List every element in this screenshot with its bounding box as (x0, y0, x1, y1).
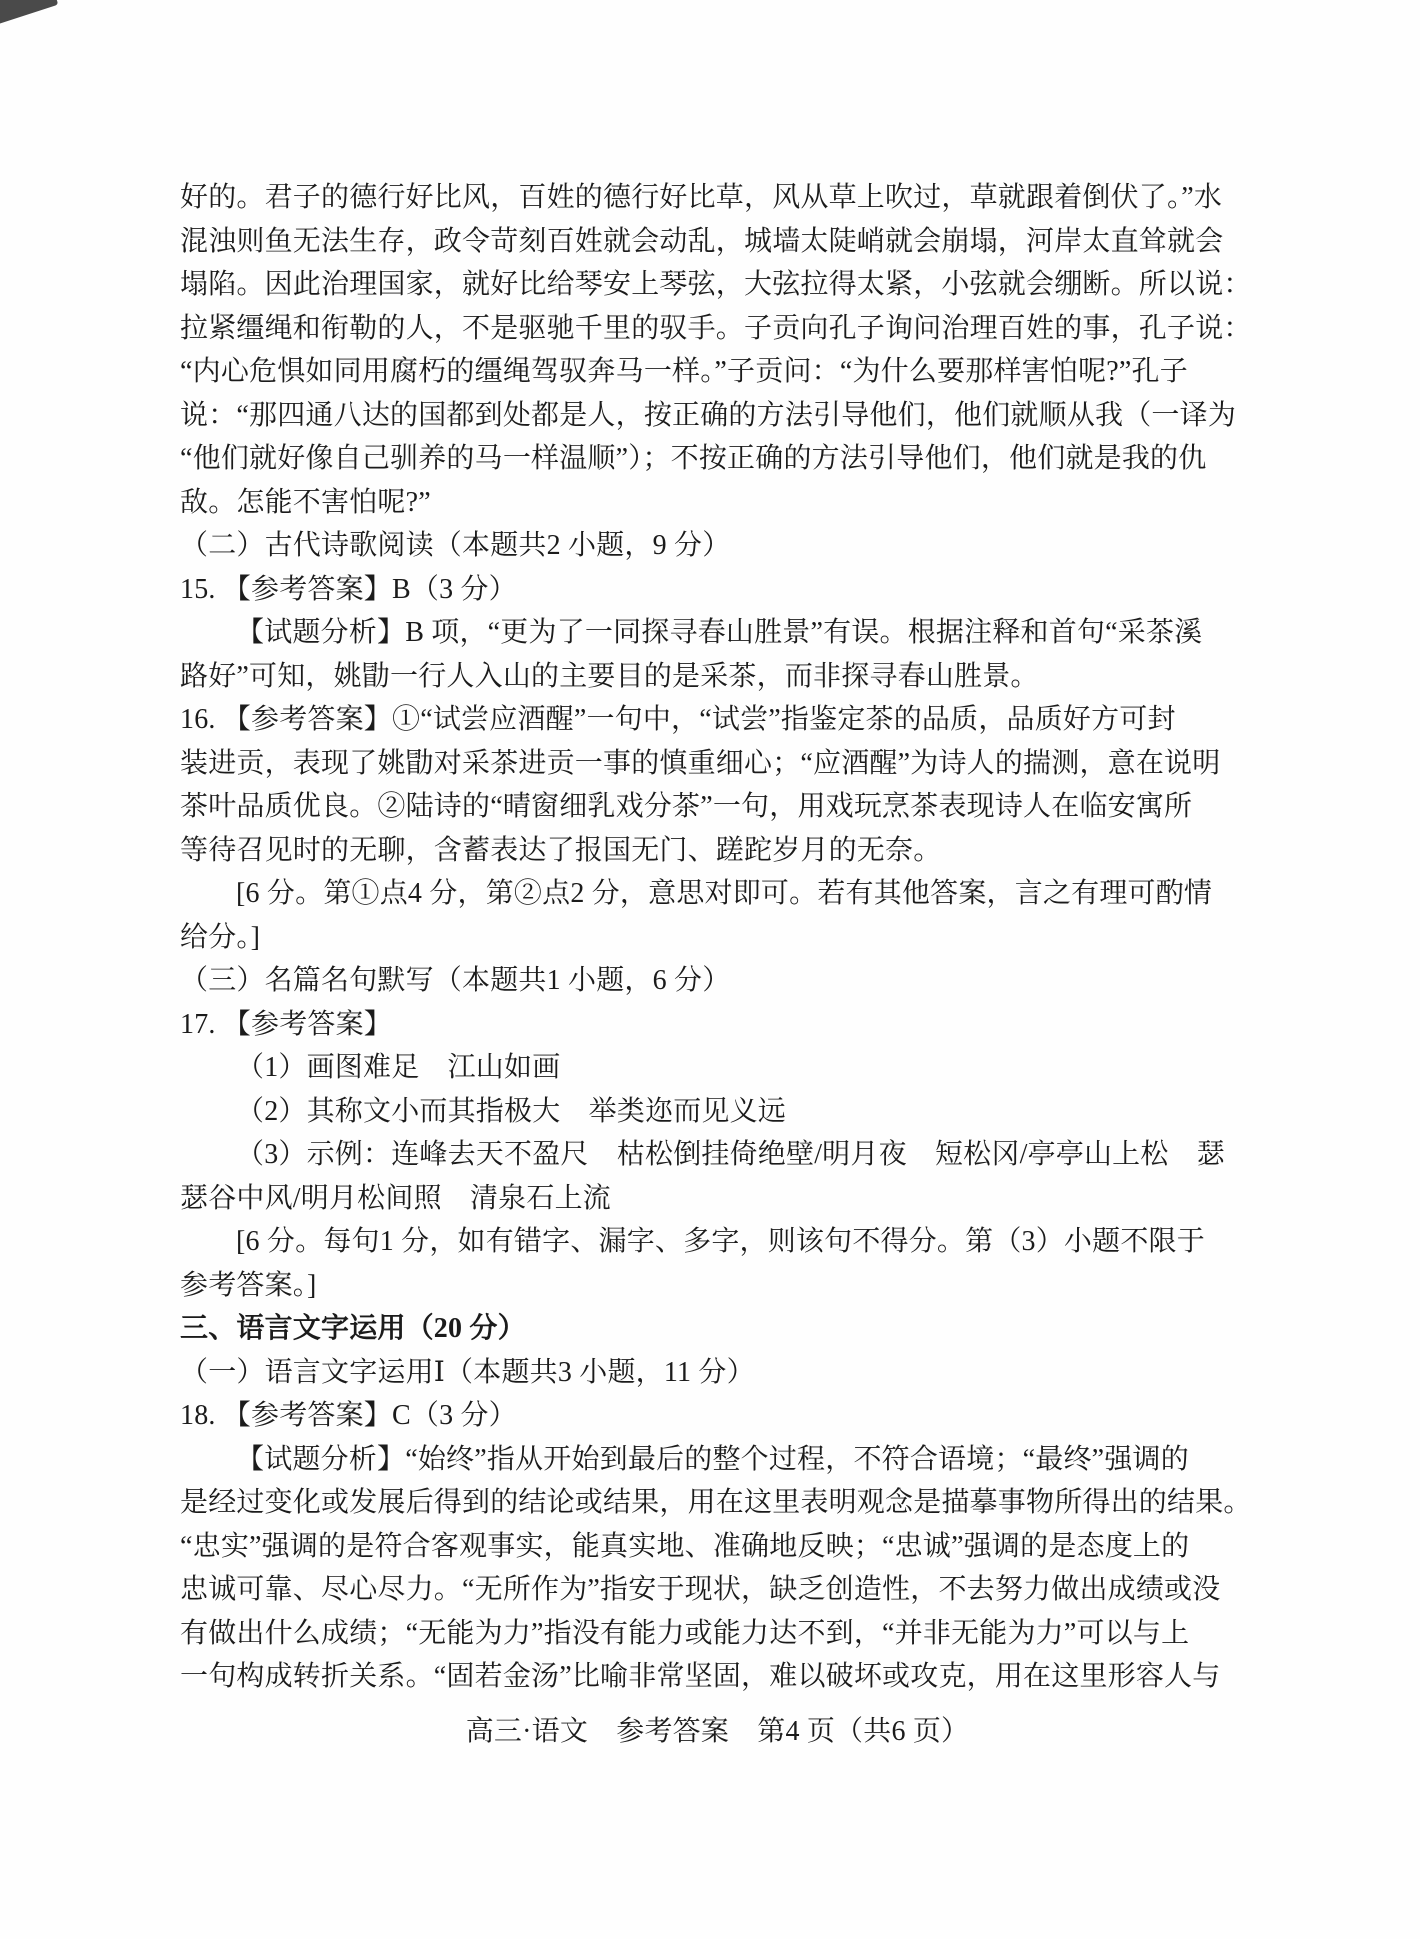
text-line: 瑟谷中风/明月松间照 清泉石上流 (180, 1182, 611, 1214)
text-line: （3）示例：连峰去天不盈尺 枯松倒挂倚绝壁/明月夜 短松冈/亭亭山上松 瑟 (236, 1139, 1225, 1170)
text-line: 等待召见时的无聊，含蓄表达了报国无门、蹉跎岁月的无奈。 (180, 834, 942, 866)
text-line: “内心危惧如同用腐朽的缰绳驾驭奔马一样。”子贡问：“为什么要那样害怕呢?”孔子 (180, 356, 1188, 387)
text-line: （1）画图难足 江山如画 (236, 1052, 561, 1083)
text-line: 塌陷。因此治理国家，就好比给琴安上琴弦，大弦拉得太紧，小弦就会绷断。所以说： (180, 269, 1252, 300)
text-line: 一句构成转折关系。“固若金汤”比喻非常坚固，难以破坏或攻克，用在这里形容人与 (180, 1661, 1221, 1692)
text-line: 混浊则鱼无法生存，政令苛刻百姓就会动乱，城墙太陡峭就会崩塌，河岸太直耸就会 (180, 225, 1224, 257)
text-line: 路好”可知，姚勖一行人入山的主要目的是采茶，而非探寻春山胜景。 (180, 660, 1039, 692)
text-line: （二）古代诗歌阅读（本题共2 小题，9 分） (180, 530, 731, 561)
text-line: 18. 【参考答案】C（3 分） (180, 1400, 517, 1431)
page-footer: 高三·语文 参考答案 第4 页（共6 页） (465, 1716, 970, 1747)
text-line: 好的。君子的德行好比风，百姓的德行好比草，风从草上吹过，草就跟着倒伏了。”水 (180, 182, 1223, 213)
text-line: 装进贡，表现了姚勖对采茶进贡一事的慎重细心；“应酒醒”为诗人的揣测，意在说明 (180, 747, 1221, 779)
text-line: “他们就好像自己驯养的马一样温顺”）；不按正确的方法引导他们，他们就是我的仇 (180, 443, 1207, 474)
text-line: “忠实”强调的是符合客观事实，能真实地、准确地反映；“忠诚”强调的是态度上的 (180, 1530, 1190, 1562)
text-line: （2）其称文小而其指极大 举类迩而见义远 (236, 1095, 787, 1127)
text-line: 敌。怎能不害怕呢?” (180, 486, 431, 518)
text-line: 16. 【参考答案】①“试尝应酒醒”一句中，“试尝”指鉴定茶的品质，品质好方可封 (180, 704, 1176, 735)
text-line: （一）语言文字运用Ⅰ（本题共3 小题，11 分） (180, 1356, 755, 1388)
text-line: 【试题分析】“始终”指从开始到最后的整个过程，不符合语境；“最终”强调的 (236, 1443, 1189, 1475)
text-line: 给分。] (180, 921, 261, 953)
text-line: 忠诚可靠、尽心尽力。“无所作为”指安于现状，缺乏创造性，不去努力做出成绩或没 (180, 1574, 1221, 1605)
text-line: （三）名篇名句默写（本题共1 小题，6 分） (180, 965, 731, 996)
text-line: [6 分。第①点4 分，第②点2 分，意思对即可。若有其他答案，言之有理可酌情 (236, 878, 1213, 909)
scan-corner-artifact (0, 0, 58, 26)
text-line: 说：“那四通八达的国都到处都是人，按正确的方法引导他们，他们就顺从我（一译为 (180, 399, 1237, 431)
text-line: 三、语言文字运用（20 分） (180, 1313, 526, 1344)
text-line: 茶叶品质优良。②陆诗的“晴窗细乳戏分茶”一句，用戏玩烹茶表现诗人在临安寓所 (180, 791, 1193, 822)
text-line: [6 分。每句1 分，如有错字、漏字、多字，则该句不得分。第（3）小题不限于 (236, 1226, 1205, 1257)
text-line: 【试题分析】B 项，“更为了一同探寻春山胜景”有误。根据注释和首句“采茶溪 (236, 617, 1203, 648)
text-line: 拉紧缰绳和衔勒的人，不是驱驰千里的驭手。子贡向孔子询问治理百姓的事，孔子说： (180, 312, 1252, 344)
text-line: 是经过变化或发展后得到的结论或结果，用在这里表明观念是描摹事物所得出的结果。 (180, 1487, 1252, 1518)
document-body (180, 176, 1255, 1699)
text-line: 15. 【参考答案】B（3 分） (180, 573, 517, 605)
text-line: 17. 【参考答案】 (180, 1008, 393, 1040)
text-line: 参考答案。] (180, 1269, 317, 1301)
text-line: 有做出什么成绩；“无能为力”指没有能力或能力达不到，“并非无能为力”可以与上 (180, 1617, 1190, 1649)
